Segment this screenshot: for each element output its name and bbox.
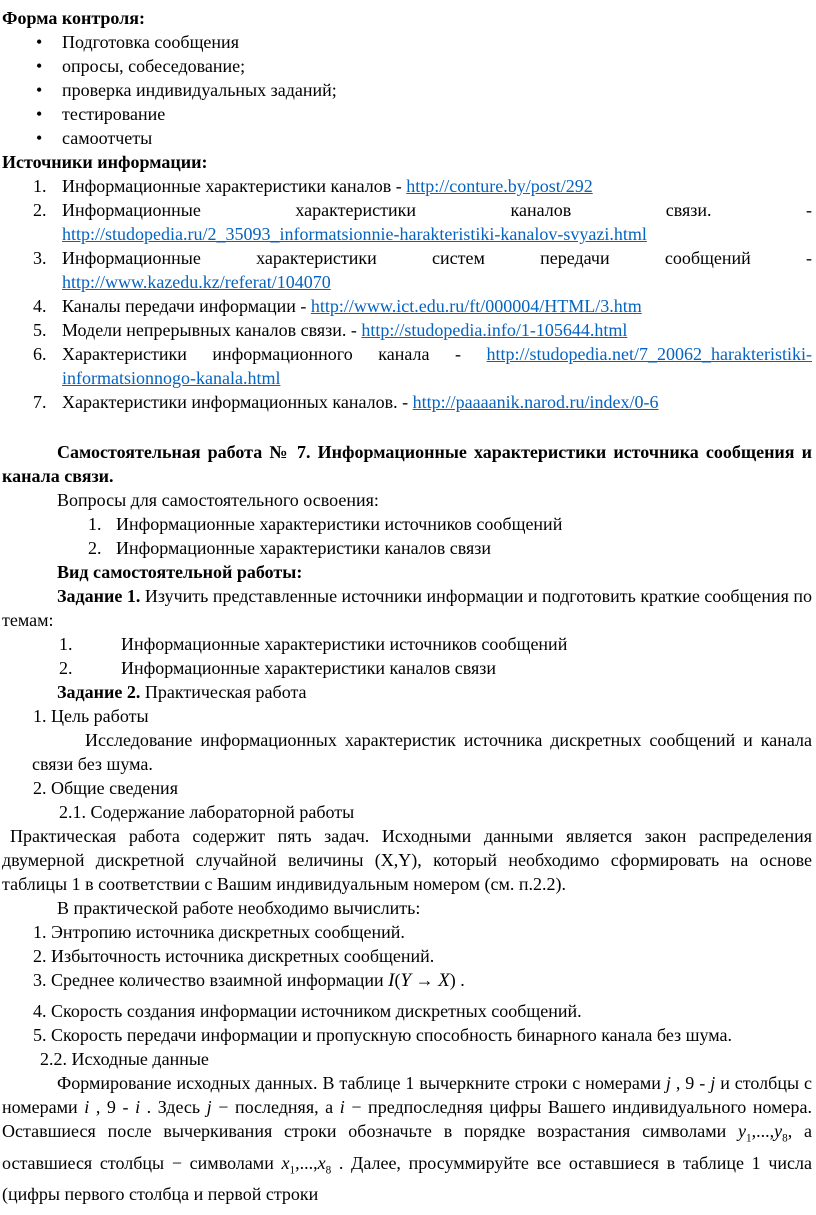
- text-run: x: [317, 1152, 326, 1173]
- selfwork-heading: Самостоятельная работа № 7. Информационные характеристики источника сообщения и канала связи.: [2, 442, 812, 486]
- source-item-number: 4.: [33, 296, 47, 316]
- task1-paragraph: [2, 584, 812, 632]
- text-run: − последняя, а: [211, 1097, 340, 1117]
- source-item: [2, 390, 812, 414]
- text-run: i: [84, 1097, 90, 1117]
- task2-paragraph: [2, 680, 812, 704]
- source-item-text: Информационные характеристики каналов связи. -: [62, 200, 812, 220]
- bullet-item: [2, 54, 812, 78]
- text-run: Практическая работа: [140, 682, 307, 702]
- source-item: [2, 342, 812, 390]
- control-bullet-list: [2, 30, 812, 150]
- source-item-link[interactable]: http://studopedia.info/1-105644.html: [361, 320, 628, 340]
- bullet-icon: •: [36, 32, 43, 52]
- question-number: 1.: [88, 514, 102, 534]
- question-text: Информационные характеристики каналов связи: [116, 538, 491, 558]
- text-run: − предпоследняя цифры Вашего индивидуального номера. Оставшиеся после вычеркивания строки обозначьте в порядке возрастания символами: [2, 1097, 813, 1141]
- text-run: x: [281, 1152, 290, 1173]
- compute-item: [2, 1023, 812, 1047]
- source-item: [2, 198, 812, 246]
- text-run: i: [135, 1097, 141, 1117]
- text-run: Задание 1.: [57, 586, 141, 606]
- subscript-text: 8: [325, 1164, 332, 1177]
- bullet-item-text: тестирование: [62, 104, 166, 124]
- text-run: 5. Скорость передачи информации и пропускную способность бинарного канала без шума.: [33, 1025, 733, 1045]
- paragraph-spacer: [2, 414, 812, 440]
- text-run: ,...,: [751, 1121, 775, 1141]
- bullet-icon: •: [36, 56, 43, 76]
- source-item: [2, 246, 812, 294]
- data-title: 2.2. Исходные данные: [40, 1049, 209, 1069]
- text-run: 3. Среднее количество взаимной информации: [33, 970, 389, 990]
- task1-item-number: 1.: [59, 634, 73, 654]
- text-run: I: [388, 970, 395, 991]
- source-item: [2, 294, 812, 318]
- text-run: i: [339, 1097, 345, 1117]
- source-item-number: 7.: [33, 392, 47, 412]
- compute-item: [2, 920, 812, 944]
- source-item-link[interactable]: http://www.ict.edu.ru/ft/000004/HTML/3.htm: [310, 296, 642, 316]
- source-item-number: 6.: [33, 344, 47, 364]
- source-item-link[interactable]: http://paaaanik.narod.ru/index/0-6: [412, 392, 659, 412]
- questions-list: [2, 512, 812, 560]
- sources-title: Источники информации:: [2, 152, 208, 172]
- bullet-item: [2, 30, 812, 54]
- text-run: , 9 -: [670, 1073, 711, 1093]
- text-run: j: [710, 1073, 716, 1093]
- question-text: Информационные характеристики источников сообщений: [116, 514, 563, 534]
- text-run: Изучить представленные источники информации и подготовить краткие сообщения по темам:: [2, 586, 813, 630]
- worktype-title: Вид самостоятельной работы:: [57, 562, 303, 582]
- question-item: [2, 536, 812, 560]
- source-item: [2, 318, 812, 342]
- general-title: 2. Общие сведения: [33, 778, 178, 798]
- subscript-text: 1: [289, 1164, 296, 1177]
- task1-item-text: Информационные характеристики каналов связи: [121, 658, 496, 678]
- bullet-icon: •: [36, 80, 43, 100]
- text-run: Задание 2.: [57, 682, 141, 702]
- bullet-item: [2, 102, 812, 126]
- task1-item: [2, 656, 812, 680]
- text-run: (: [394, 970, 401, 990]
- source-item-text: Характеристики информационных каналов. -: [62, 392, 413, 412]
- source-item-text: Информационные характеристики систем передачи сообщений -: [62, 248, 812, 268]
- source-item-number: 3.: [33, 248, 47, 268]
- text-run: . Здесь: [140, 1097, 207, 1117]
- question-item: [2, 512, 812, 536]
- text-run: .: [455, 970, 465, 990]
- source-item-link[interactable]: http://www.kazedu.kz/referat/104070: [62, 272, 331, 292]
- text-run: . Далее, просуммируйте все оставшиеся в таблице 1 числа (цифры первого столбца и первой строки: [2, 1152, 812, 1205]
- bullet-icon: •: [36, 104, 43, 124]
- source-item-link[interactable]: http://studopedia.ru/2_35093_informatsionnie-harakteristiki-kanalov-svyazi.html: [62, 224, 647, 244]
- bullet-item: [2, 126, 812, 150]
- source-item-link[interactable]: http://studopedia.net/7_20062_harakteristiki-informatsionnogo-kanala.html: [62, 344, 812, 388]
- task1-list: [2, 632, 812, 680]
- text-run: ): [449, 970, 456, 990]
- formation-paragraph: [2, 1071, 812, 1206]
- text-run: y: [774, 1121, 783, 1141]
- source-item-text: Информационные характеристики каналов -: [62, 176, 407, 196]
- text-run: →: [411, 970, 439, 990]
- source-item-number: 1.: [33, 176, 47, 196]
- goal-text: Исследование информационных характеристик источника дискретных сообщений и канала связи без шума.: [32, 730, 812, 774]
- compute-item: [2, 999, 812, 1023]
- task1-item-number: 2.: [59, 658, 73, 678]
- task1-item: [2, 632, 812, 656]
- text-run: и столбцы с номерами: [2, 1073, 812, 1117]
- source-item: [2, 174, 812, 198]
- text-run: j: [665, 1073, 671, 1093]
- source-item-text: Каналы передачи информации -: [62, 296, 311, 316]
- sources-list: [2, 174, 812, 414]
- goal-title: 1. Цель работы: [33, 706, 149, 726]
- bullet-item-text: опросы, собеседование;: [62, 56, 246, 76]
- text-run: Y: [400, 970, 412, 991]
- source-item-text: Модели непрерывных каналов связи. -: [62, 320, 362, 340]
- text-run: j: [206, 1097, 212, 1117]
- text-run: 2. Избыточность источника дискретных сообщений.: [33, 946, 435, 966]
- compute-item-formula: [2, 968, 812, 999]
- bullet-item: [2, 78, 812, 102]
- text-run: y: [738, 1121, 747, 1141]
- control-form-title: Форма контроля:: [2, 8, 146, 28]
- source-item-number: 5.: [33, 320, 47, 340]
- source-item-number: 2.: [33, 200, 47, 220]
- subscript-text: 8: [782, 1132, 788, 1145]
- text-run: Формирование исходных данных. В таблице 1 вычеркните строки с номерами: [57, 1073, 666, 1093]
- source-item-link[interactable]: http://conture.by/post/292: [406, 176, 593, 196]
- text-run: , а оставшиеся столбцы − символами: [2, 1121, 812, 1173]
- text-run: ,...,: [295, 1152, 318, 1173]
- bullet-icon: •: [36, 128, 43, 148]
- subscript-text: 1: [746, 1132, 752, 1145]
- compute-item: [2, 944, 812, 968]
- text-run: , 9 -: [89, 1097, 136, 1117]
- compute-title: В практической работе необходимо вычислить:: [57, 898, 421, 918]
- questions-title: Вопросы для самостоятельного освоения:: [57, 490, 379, 510]
- text-run: X: [438, 970, 450, 991]
- content-title: 2.1. Содержание лабораторной работы: [59, 802, 355, 822]
- question-number: 2.: [88, 538, 102, 558]
- text-run: 4. Скорость создания информации источником дискретных сообщений.: [33, 1001, 582, 1021]
- bullet-item-text: самоотчеты: [62, 128, 153, 148]
- source-item-text: Характеристики информационного канала -: [62, 344, 487, 364]
- bullet-item-text: проверка индивидуальных заданий;: [62, 80, 337, 100]
- intro-paragraph: Практическая работа содержит пять задач. Исходными данными является закон распределения двумерной дискретной случайной величины (X,Y), который необходимо сформировать на основе таблицы 1 в соответствии с Вашим индивидуальным номером (см. п.2.2).: [2, 826, 812, 894]
- bullet-item-text: Подготовка сообщения: [62, 32, 239, 52]
- task1-item-text: Информационные характеристики источников сообщений: [121, 634, 568, 654]
- text-run: 1. Энтропию источника дискретных сообщений.: [33, 922, 405, 942]
